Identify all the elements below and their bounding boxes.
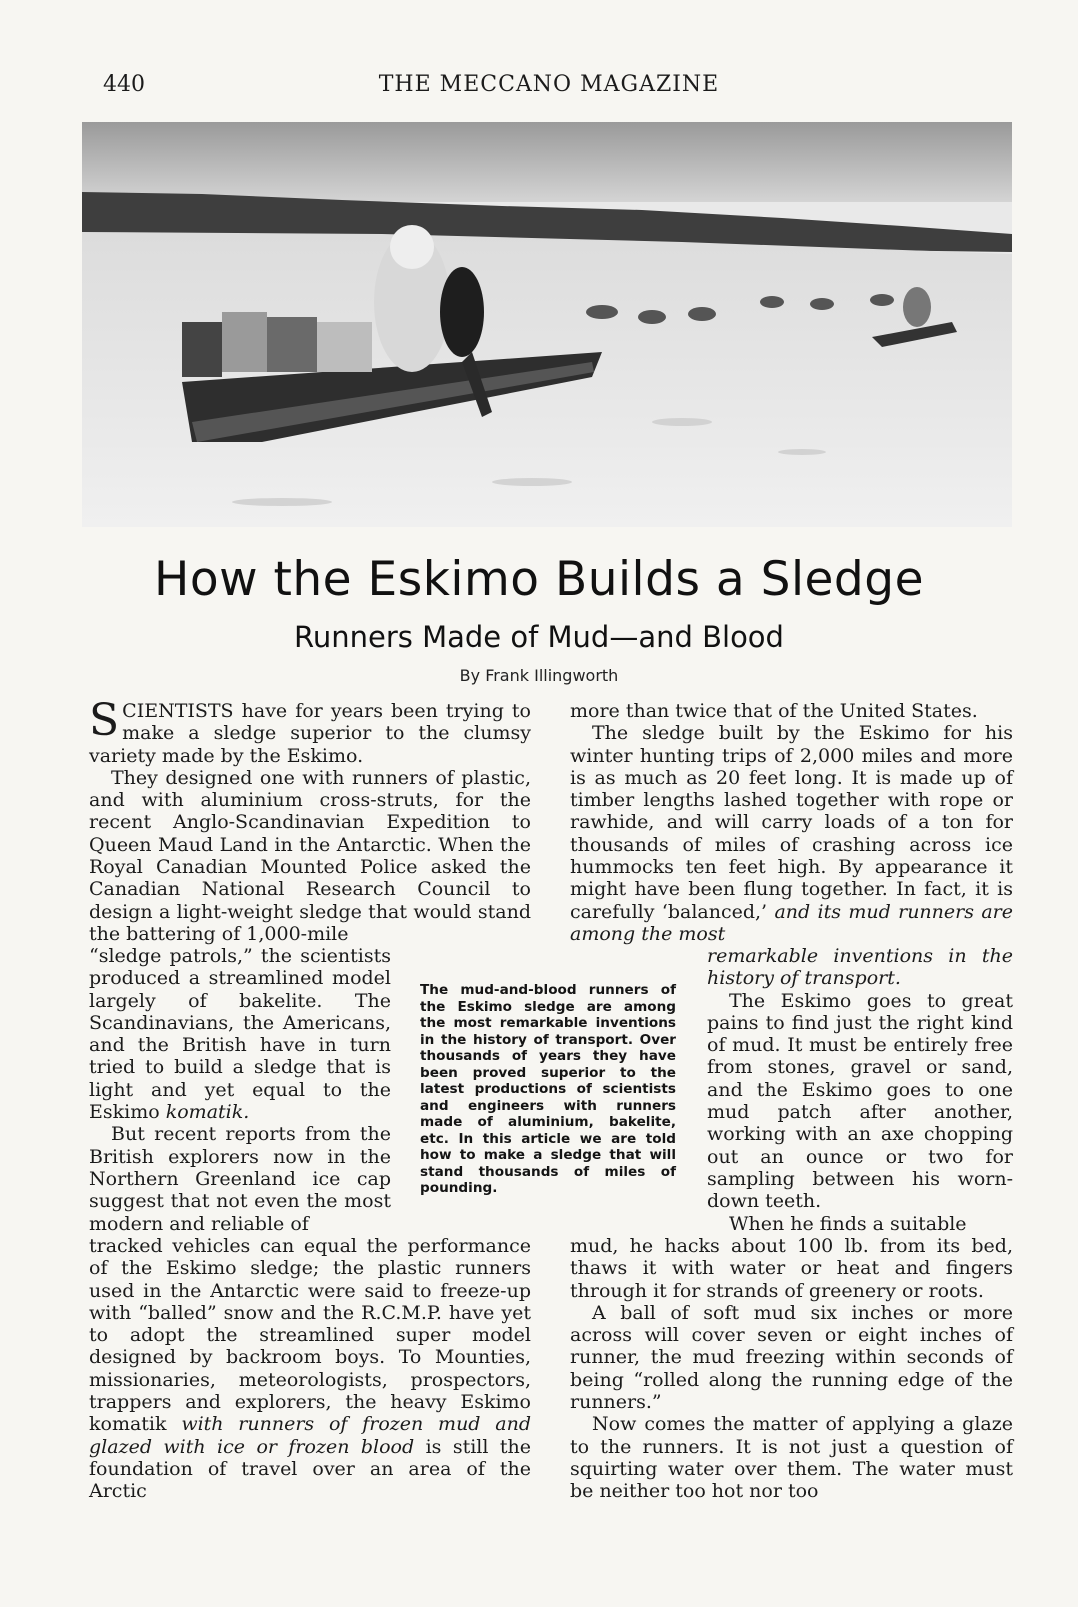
left-column [89, 695, 531, 945]
paragraph: more than twice that of the United States. [570, 700, 978, 722]
lower-left-column [89, 1235, 531, 1503]
lower-right-column [570, 1235, 1013, 1503]
paragraph-text: tracked vehicles can equal the performance of the Eskimo sledge; the plastic runners used in the Antarctic were said to freeze-up with “balled” snow and the R.C.M.P. have yet to adopt the streamlined super model designed by backroom boys. To Mounties, missionaries, meteorologists, prospectors, trappers and explorers, the heavy Eskimo komatik [89, 1235, 531, 1436]
italic-text: remarkable inventions in the history of transport. [707, 945, 1013, 990]
left-narrow-column [89, 945, 391, 1235]
italic-text: with runners of frozen mud and glazed with ice or frozen blood [89, 1413, 531, 1458]
paragraph: The Eskimo goes to great pains to find just the right kind of mud. It must be entirely free from stones, gravel or sand, and the Eskimo goes to one mud patch after another, working with an axe chopping out an ounce or two for sampling between his worn-down teeth. [707, 989, 1013, 1213]
komatik-term: komatik. [165, 1101, 250, 1124]
paragraph-text: “sledge patrols,” the scientists produced a streamlined model largely of bakelite. The Scandinavians, the Americans, and the British have in turn tried to build a sledge that is light and yet equal to the Eskimo [89, 945, 391, 1124]
paragraph [89, 1235, 531, 1503]
page-header [0, 72, 1078, 102]
drop-cap: S [89, 695, 120, 746]
right-narrow-column [707, 945, 1013, 1235]
paragraph: A ball of soft mud six inches or more across will cover seven or eight inches of runner, the mud freezing within seconds of being “rolled along the running edge of the runners.” [570, 1301, 1013, 1414]
paragraph [89, 945, 391, 1123]
right-column [570, 700, 1013, 945]
paragraph: When he finds a suitable [729, 1212, 967, 1235]
pull-quote: The mud-and-blood runners of the Eskimo sledge are among the most remarkable inventions in the history of transport. Over thousands of years they have been proved superior to the latest productions of scientists and engineers with runners made of aluminium, bakelite, etc. In this article we are told how to make a sledge that will stand thousands of miles of pounding. [420, 982, 676, 1196]
article-subtitle: Runners Made of Mud—and Blood [294, 620, 784, 654]
byline: By Frank Illingworth [459, 666, 619, 685]
paragraph [570, 722, 1013, 945]
paragraph: They designed one with runners of plastic, and with aluminium cross-struts, for the recent Anglo-Scandinavian Expedition to Queen Maud Land in the Antarctic. When the Royal Canadian Mounted Police asked the Canadian National Research Council to design a light-weight sledge that would stand the battering of 1,000-mile [89, 766, 531, 945]
paragraph [89, 695, 531, 767]
paragraph-text: is still the foundation of travel over an area of the Arctic [89, 1435, 531, 1503]
italic-text: and its mud runners are among the most [570, 900, 1013, 945]
sledge-photo [82, 122, 1012, 527]
magazine-title: THE MECCANO MAGAZINE [378, 72, 720, 97]
paragraph-text: CIENTISTS have for years been trying to make a sledge superior to the clumsy variety made by the Eskimo. [89, 700, 531, 767]
paragraph: mud, he hacks about 100 lb. from its bed, thaws it with water or heat and fingers through it for strands of greenery or roots. [570, 1235, 1013, 1302]
page-number: 440 [103, 72, 145, 97]
paragraph-text: The sledge built by the Eskimo for his winter hunting trips of 2,000 miles and more is as much as 20 feet long. It is made up of timber lengths lashed together with rope or rawhide, and will carry loads of a ton for thousands of miles of crashing across ice hummocks ten feet high. By appearance it might have been flung together. In fact, it is carefully ‘balanced,’ [570, 722, 1013, 923]
article-title: How the Eskimo Builds a Sledge [153, 552, 925, 607]
paragraph: But recent reports from the British explorers now in the Northern Greenland ice cap suggest that not even the most modern and reliable of [89, 1123, 391, 1235]
paragraph: Now comes the matter of applying a glaze to the runners. It is not just a question of squirting water over them. The water must be neither too hot nor too [570, 1413, 1013, 1503]
